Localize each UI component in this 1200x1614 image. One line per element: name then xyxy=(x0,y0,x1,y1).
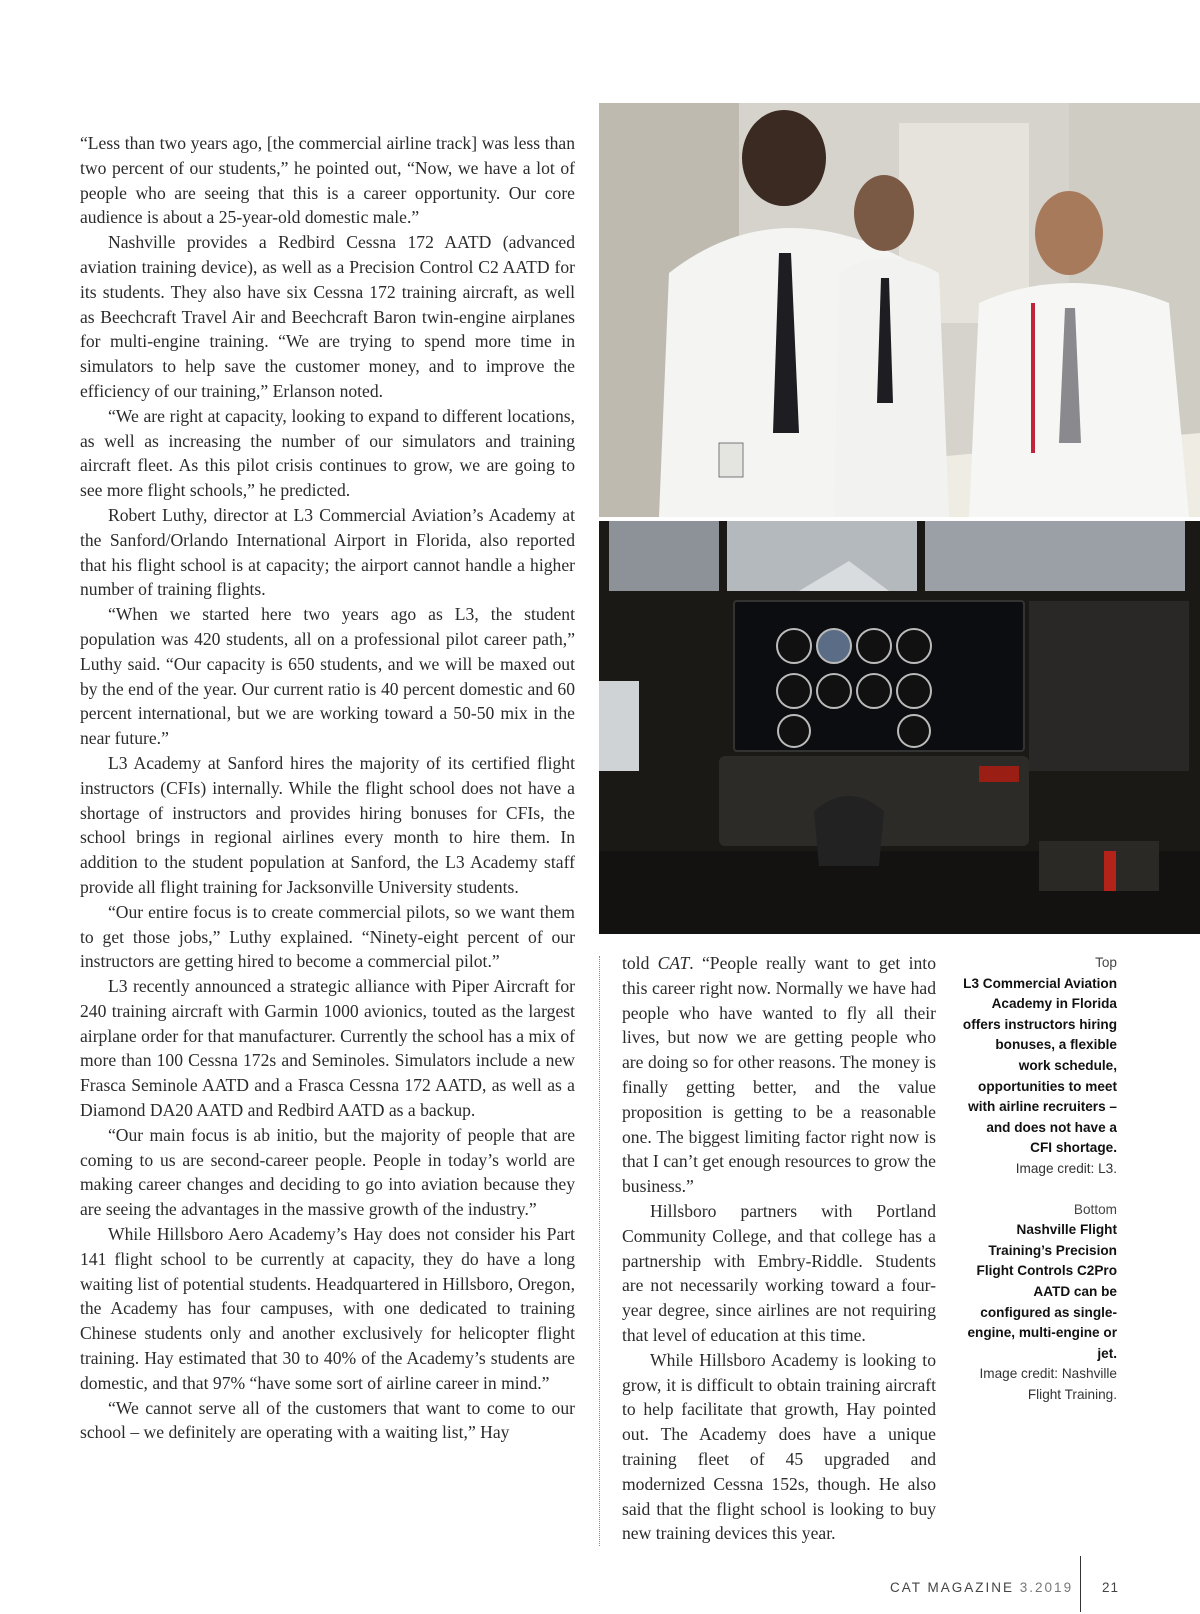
paragraph: Hillsboro partners with Portland Community College, and that college has a partnership with Embry-Riddle. Students are not necessarily working toward a four-year degree, since airlines are not requiring that level of education at this time. xyxy=(622,1200,936,1345)
paragraph: L3 Academy at Sanford hires the majority of its certified flight instructors (CFIs) internally. While the flight school does not have a shortage of instructors and provides hiring bonuses for CFIs, the school brings in regional airlines every month to hire them. In addition to the student population at Sanford, the L3 Academy staff provide all flight training for Jacksonville University students. xyxy=(80,752,575,897)
publication-name: CAT xyxy=(657,953,690,973)
issue-number: 3.2019 xyxy=(1019,1580,1074,1595)
caption-spacer xyxy=(962,1180,1117,1200)
paragraph: “Less than two years ago, [the commercial airline track] was less than two percent of our students,” he pointed out, “Now, we have a lot of people who are seeing that this is a career opportunity. Our core audience is about a 25-year-old domestic male.” xyxy=(80,133,575,228)
footer-magazine xyxy=(890,1580,1073,1595)
paragraph: “We are right at capacity, looking to expand to different locations, as well as increasing the number of our simulators and training aircraft fleet. As this pilot crisis continues to grow, we are going to see more flight schools,” he predicted. xyxy=(80,405,575,501)
footer-rule xyxy=(1080,1556,1081,1612)
photo-flight-simulator xyxy=(599,521,1200,934)
paragraph: Nashville provides a Redbird Cessna 172 AATD (advanced aviation training device), as well as a Precision Control C2 AATD for its students. They also have six Cessna 172 training aircraft, as well as Beechcraft Travel Air and Beechcraft Baron twin-engine airplanes for multi-engine training. “We are trying to spend more time in simulators to help save the customer money, and to improve the efficiency of our training,” Erlanson noted. xyxy=(80,232,575,401)
caption-bottom-credit: Image credit: Nashville Flight Training. xyxy=(979,1366,1117,1402)
photo-instructors-with-students xyxy=(599,103,1200,517)
photo-captions xyxy=(962,953,1117,1405)
paragraph: “When we started here two years ago as L3, the student population was 420 students, all on a professional pilot career path,” Luthy said. “Our capacity is 650 students, and we will be maxed out by the end of the year. Our current ratio is 40 percent domestic and 60 percent international, but we are working toward a 50-50 mix in the near future.” xyxy=(80,604,575,749)
paragraph: While Hillsboro Aero Academy’s Hay does not consider his Part 141 flight school to be currently at capacity, they do have a long waiting list of potential students. Headquartered in Hillsboro, Oregon, the Academy has four campuses, with one dedicated to training Chinese students only and another exclusively for helicopter flight training. Hay estimated that 30 to 40% of the Academy’s students are domestic, and that 97% “have some sort of airline career in mind.” xyxy=(80,1224,575,1393)
caption-top-credit: Image credit: L3. xyxy=(1015,1160,1117,1176)
paragraph: “Our entire focus is to create commercial pilots, so we want them to get those jobs,” Luthy explained. “Ninety-eight percent of our instructors are getting hired to become a commercial pilot.” xyxy=(80,901,575,972)
text-run: . “People really want to get into this career right now. Normally we have had people who have wanted to fly all their lives, but now we are getting people who are doing so for other reasons. The money is finally getting better, and the value proposition is getting to be a reasonable one. The biggest limiting factor right now is that I can’t get enough resources to grow the business.” xyxy=(622,953,936,1197)
magazine-name: CAT MAGAZINE xyxy=(890,1580,1015,1595)
paragraph: “Our main focus is ab initio, but the majority of people that are coming to us are second-career people. People in today’s world are making career changes and deciding to go into aviation because they are seeing the advantages in the massive growth of the industry.” xyxy=(80,1124,575,1220)
caption-bottom-text: Nashville Flight Training’s Precision Flight Controls C2Pro AATD can be configured as single-engine, multi-engine or jet. xyxy=(967,1222,1117,1361)
caption-top-label: Top xyxy=(1095,955,1117,970)
caption-bottom-label: Bottom xyxy=(1073,1201,1117,1217)
page-number: 21 xyxy=(1102,1580,1120,1595)
photo-placeholder-bottom xyxy=(599,521,1200,934)
paragraph: “We cannot serve all of the customers that want to come to our school – we definitely are operating with a waiting list,” Hay xyxy=(80,1397,575,1443)
paragraph: Robert Luthy, director at L3 Commercial Aviation’s Academy at the Sanford/Orlando International Airport in Florida, also reported that his flight school is at capacity; the airport cannot handle a higher number of training flights. xyxy=(80,504,575,600)
caption-top-text: L3 Commercial Aviation Academy in Florida offers instructors hiring bonuses, a flexible work schedule, opportunities to meet with airline recruiters – and does not have a CFI shortage. xyxy=(962,975,1117,1156)
paragraph: L3 recently announced a strategic alliance with Piper Aircraft for 240 training aircraft with Garmin 1000 avionics, touted as the largest airplane order for that manufacturer. Currently the school has a mix of more than 100 Cessna 172s and Seminoles. Simulators include a new Frasca Seminole AATD and a Frasca Cessna 172 AATD, as well as a Diamond DA20 AATD and Redbird AATD as a backup. xyxy=(80,976,575,1121)
text-run: told xyxy=(622,953,658,973)
page-footer xyxy=(880,1568,1120,1598)
column-divider xyxy=(599,956,600,1546)
photo-placeholder-top xyxy=(599,103,1200,517)
paragraph xyxy=(622,951,936,1199)
paragraph: While Hillsboro Academy is looking to grow, it is difficult to obtain training aircraft to help facilitate that growth, Hay pointed out. The Academy does have a unique training fleet of 45 upgraded and modernized Cessna 152s, though. He also said that the flight school is looking to buy new training devices this year. xyxy=(622,1349,936,1544)
article-left-column xyxy=(80,131,575,1445)
article-middle-column xyxy=(622,951,936,1546)
